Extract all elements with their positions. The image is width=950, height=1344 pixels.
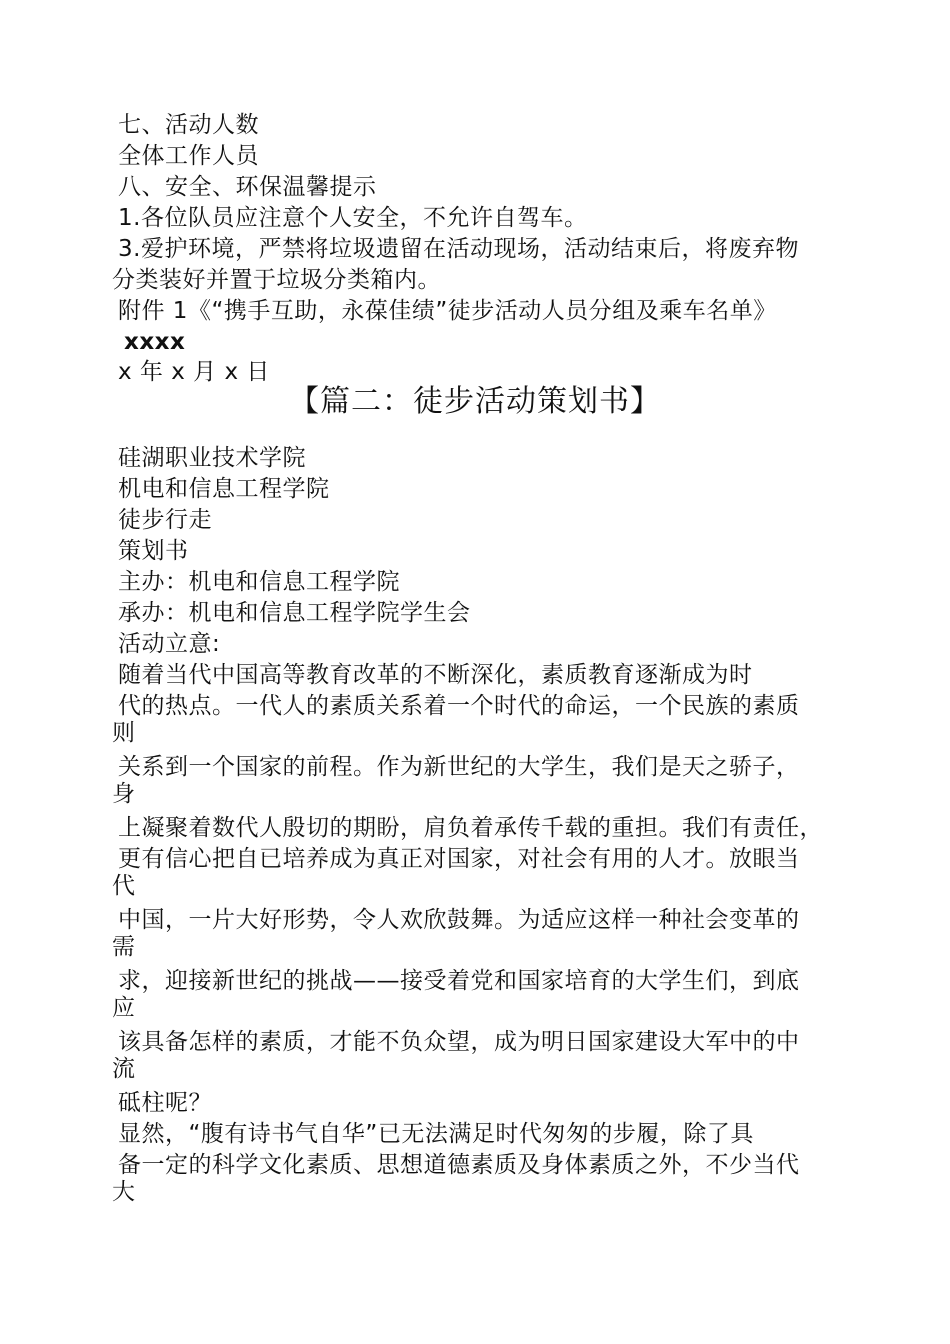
text-host: 主办：机电和信息工程学院	[118, 569, 400, 595]
heading-safety-tips: 八、安全、环保温馨提示	[118, 174, 377, 200]
paragraph-line: 身	[112, 781, 136, 807]
paragraph-line: 关系到一个国家的前程。作为新世纪的大学生，我们是天之骄子，	[118, 754, 800, 780]
paragraph-line: 砥柱呢？	[118, 1090, 212, 1116]
paragraph-line: 流	[112, 1056, 136, 1082]
paragraph-line: 则	[112, 720, 136, 746]
text-college-name: 硅湖职业技术学院	[118, 445, 306, 471]
paragraph-line: 求，迎接新世纪的挑战——接受着党和国家培育的大学生们，到底	[118, 968, 800, 994]
paragraph-line: 备一定的科学文化素质、思想道德素质及身体素质之外，不少当代	[118, 1152, 800, 1178]
paragraph-line: 代	[112, 873, 136, 899]
text-organizer: 承办：机电和信息工程学院学生会	[118, 600, 471, 626]
tip-item-3: 3.爱护环境，严禁将垃圾遗留在活动现场，活动结束后，将废弃物	[118, 236, 799, 262]
text-plan: 策划书	[118, 538, 189, 564]
paragraph-line: 更有信心把自已培养成为真正对国家，对社会有用的人才。放眼当	[118, 846, 800, 872]
text-all-staff: 全体工作人员	[118, 143, 259, 169]
paragraph-line: 需	[112, 934, 136, 960]
heading-purpose: 活动立意:	[118, 631, 221, 657]
paragraph-line: 应	[112, 995, 136, 1021]
paragraph-line: 随着当代中国高等教育改革的不断深化，素质教育逐渐成为时	[118, 662, 753, 688]
heading-activity-count: 七、活动人数	[118, 112, 259, 138]
paragraph-line: 上凝聚着数代人殷切的期盼，肩负着承传千载的重担。我们有责任，	[118, 815, 823, 841]
paragraph-line: 大	[112, 1179, 136, 1205]
tip-item-3-continued: 分类装好并置于垃圾分类箱内。	[112, 267, 441, 293]
paragraph-line: 中国，一片大好形势，令人欢欣鼓舞。为适应这样一种社会变革的	[118, 907, 800, 933]
section-title: 【篇二：徒步活动策划书】	[289, 384, 661, 419]
text-hiking: 徒步行走	[118, 507, 212, 533]
tip-item-1: 1.各位队员应注意个人安全，不允许自驾车。	[118, 205, 588, 231]
signature-date: x 年 x 月 x 日	[118, 359, 270, 385]
text-department-name: 机电和信息工程学院	[118, 476, 330, 502]
paragraph-line: 显然，“腹有诗书气自华”已无法满足时代匆匆的步履，除了具	[118, 1121, 754, 1147]
paragraph-line: 该具备怎样的素质，才能不负众望，成为明日国家建设大军中的中	[118, 1029, 800, 1055]
paragraph-line: 代的热点。一代人的素质关系着一个时代的命运，一个民族的素质	[118, 693, 800, 719]
attachment-line: 附件 1《“携手互助，永葆佳绩”徒步活动人员分组及乘车名单》	[118, 298, 777, 324]
signature-org: xxxx	[124, 329, 186, 355]
